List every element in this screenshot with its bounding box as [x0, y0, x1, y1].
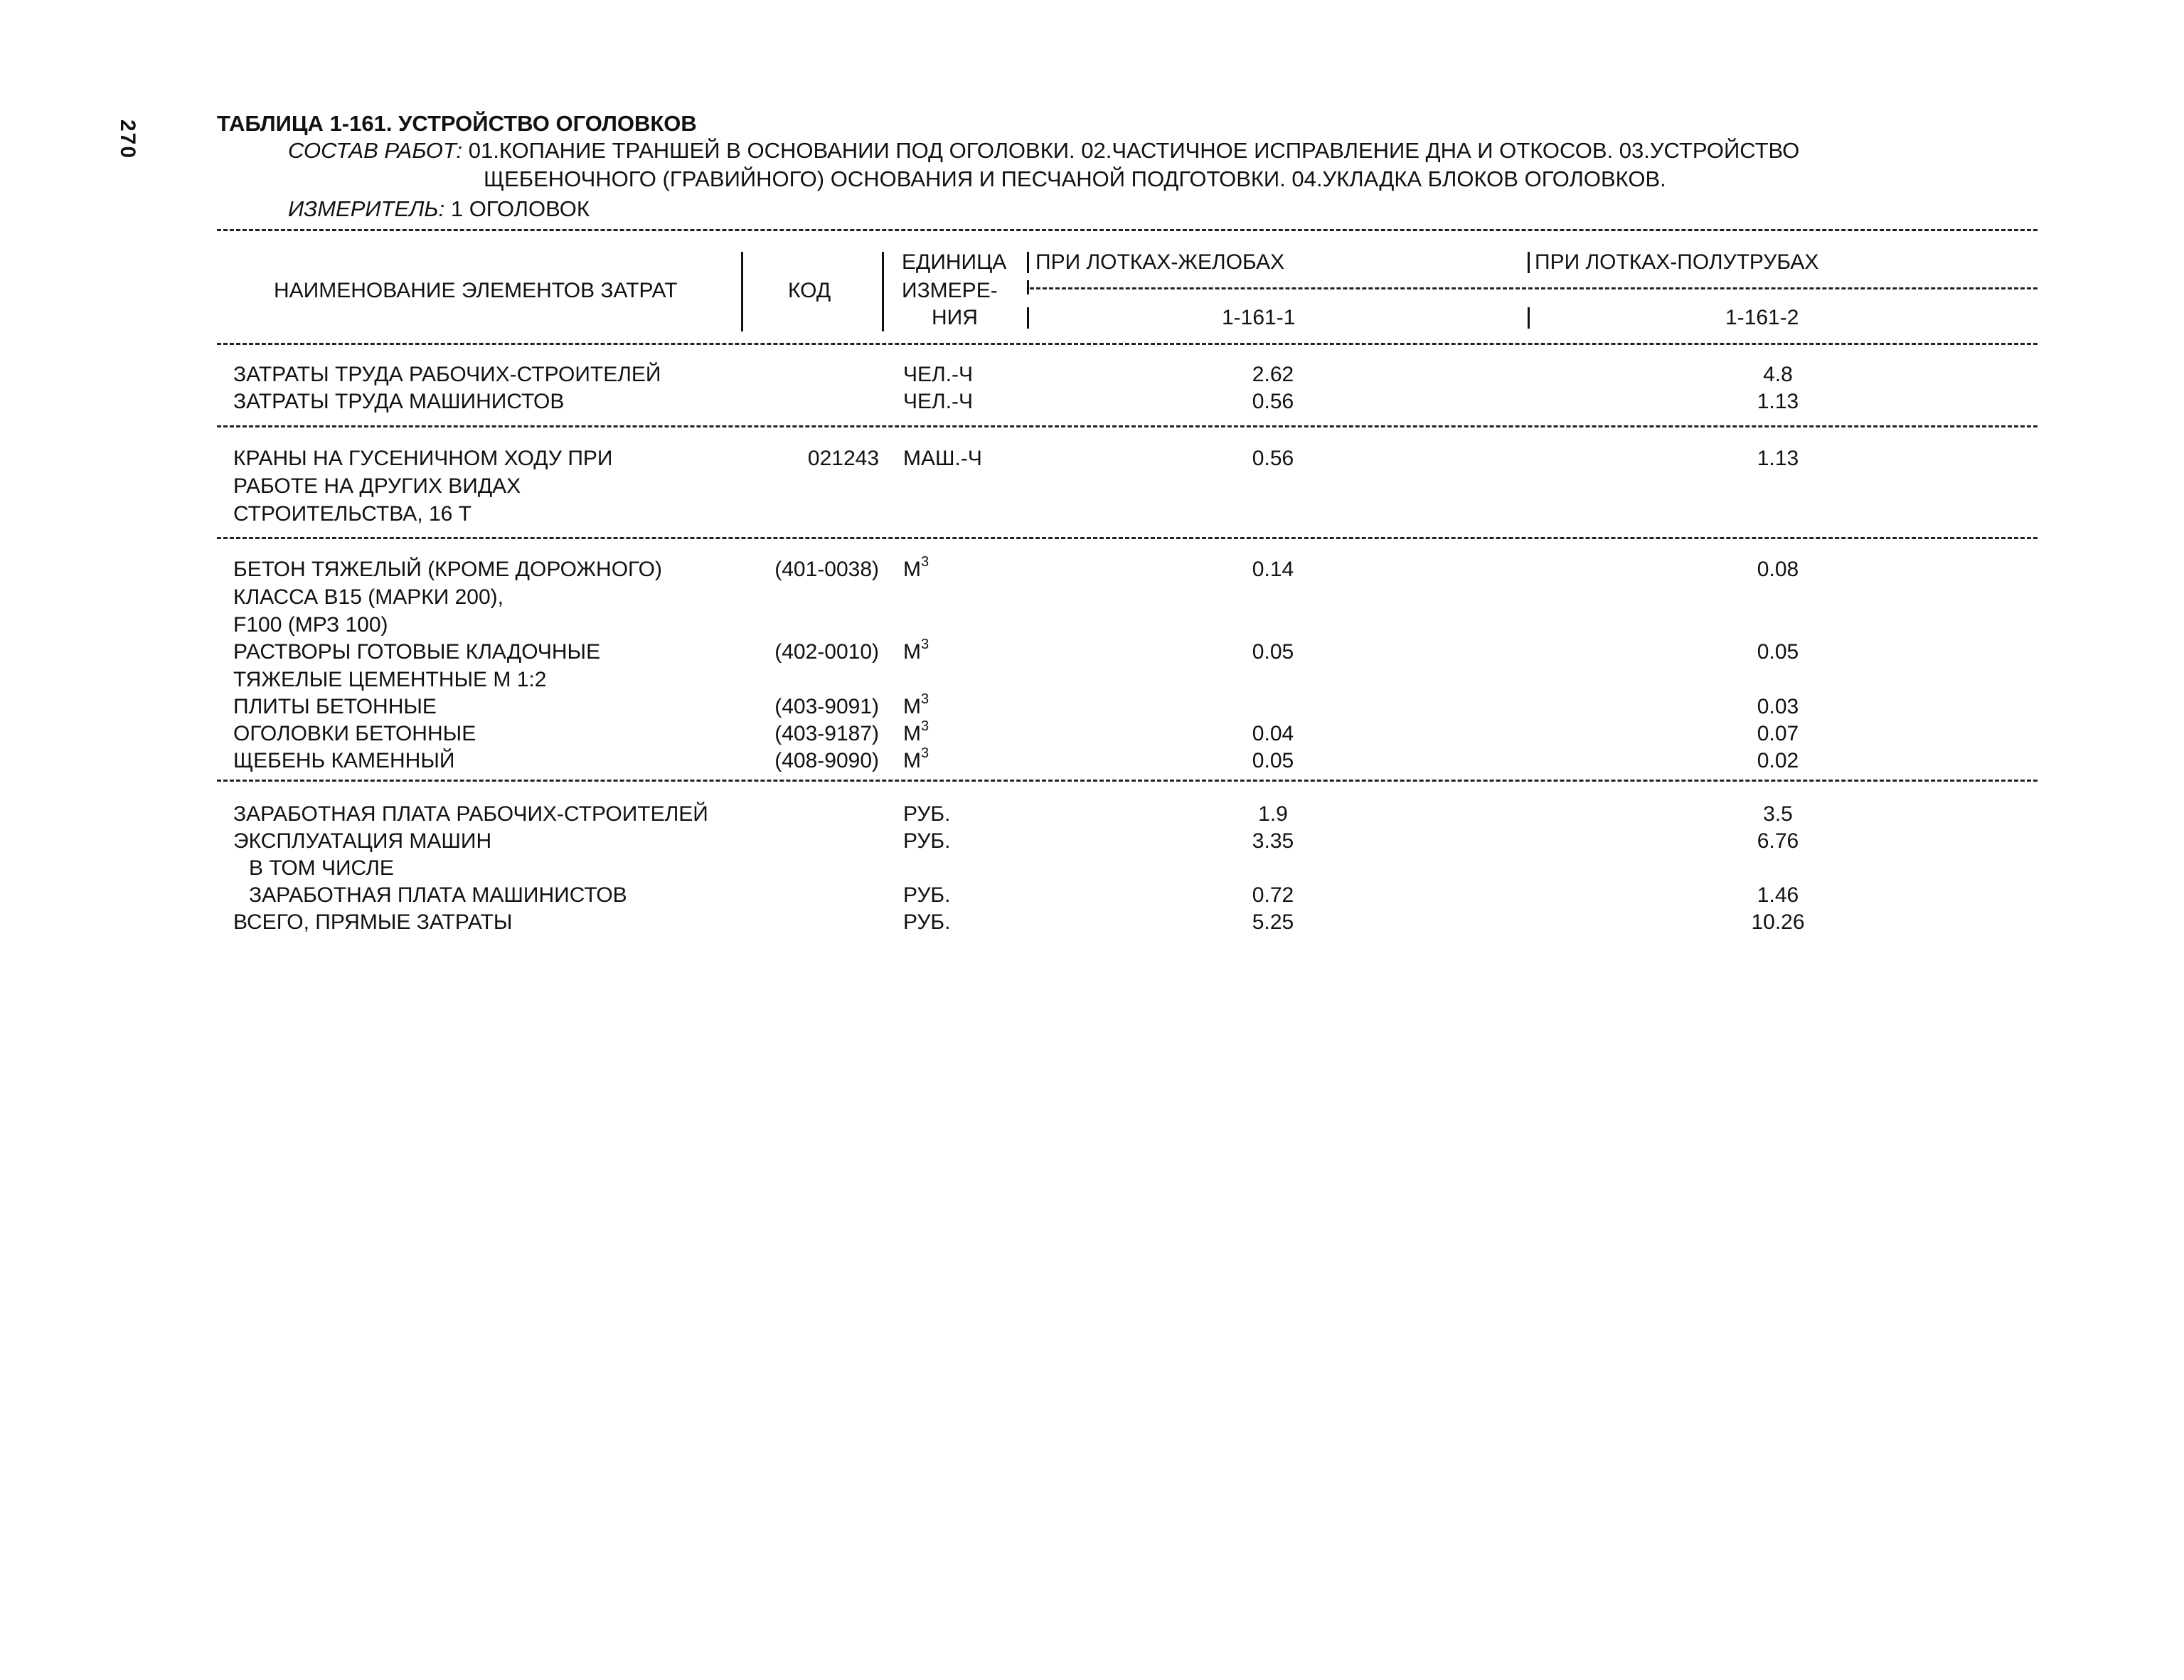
- section-rule: [217, 537, 2037, 539]
- row-unit: $М^3$: [903, 718, 929, 745]
- column-code-1-161-2: 1-161-2: [1725, 306, 1799, 329]
- column-header-unit-3: НИЯ: [932, 306, 978, 329]
- work-composition-line-1: [288, 138, 1799, 164]
- value-1-161-2: 0.08: [1757, 558, 1799, 581]
- row-name: ЗАТРАТЫ ТРУДА МАШИНИСТОВ: [233, 390, 565, 413]
- value-1-161-1: 0.04: [1252, 722, 1294, 745]
- value-1-161-2: 0.03: [1757, 695, 1799, 718]
- value-1-161-1: 0.56: [1252, 447, 1294, 470]
- row-name: ВСЕГО, ПРЯМЫЕ ЗАТРАТЫ: [233, 910, 513, 934]
- value-1-161-2: 0.02: [1757, 749, 1799, 772]
- row-code: (402-0010): [774, 640, 879, 664]
- meter-label: ИЗМЕРИТЕЛЬ:: [288, 196, 445, 221]
- row-name: F100 (МРЗ 100): [233, 613, 388, 637]
- column-group-zhelob: ПРИ ЛОТКАХ-ЖЕЛОБАХ: [1035, 250, 1285, 274]
- value-1-161-2: 6.76: [1757, 829, 1799, 853]
- header-divider: [1027, 307, 1029, 329]
- page-number: 270: [116, 119, 139, 160]
- column-header-unit-1: ЕДИНИЦА: [902, 250, 1007, 274]
- header-inner-rule: [1030, 287, 2037, 289]
- row-name: ТЯЖЕЛЫЕ ЦЕМЕНТНЫЕ М 1:2: [233, 668, 547, 691]
- row-unit: МАШ.-Ч: [903, 447, 982, 470]
- column-code-1-161-1: 1-161-1: [1222, 306, 1296, 329]
- value-1-161-2: 4.8: [1763, 363, 1793, 386]
- row-name: ПЛИТЫ БЕТОННЫЕ: [233, 695, 437, 718]
- value-1-161-2: 10.26: [1751, 910, 1805, 934]
- header-divider: [1528, 252, 1530, 273]
- value-1-161-1: 0.05: [1252, 749, 1294, 772]
- row-code: (403-9187): [774, 722, 879, 745]
- meter-value: 1 ОГОЛОВОК: [450, 196, 590, 221]
- table-title: ТАБЛИЦА 1-161. УСТРОЙСТВО ОГОЛОВКОВ: [217, 111, 697, 136]
- column-header-code: КОД: [788, 279, 831, 302]
- row-name: ЗАРАБОТНАЯ ПЛАТА РАБОЧИХ-СТРОИТЕЛЕЙ: [233, 802, 708, 826]
- header-divider: [741, 252, 743, 331]
- value-1-161-1: 0.56: [1252, 390, 1294, 413]
- row-name: КРАНЫ НА ГУСЕНИЧНОМ ХОДУ ПРИ: [233, 447, 613, 470]
- row-name: ЩЕБЕНЬ КАМЕННЫЙ: [233, 749, 455, 772]
- row-unit: ЧЕЛ.-Ч: [903, 363, 974, 386]
- meter-line: [288, 196, 590, 222]
- header-divider: [1528, 307, 1530, 329]
- row-unit: ЧЕЛ.-Ч: [903, 390, 974, 413]
- row-unit: РУБ.: [903, 829, 951, 853]
- row-unit: РУБ.: [903, 802, 951, 826]
- header-divider: [1027, 252, 1029, 273]
- value-1-161-2: 1.13: [1757, 390, 1799, 413]
- unit-exponent: 3: [921, 718, 929, 734]
- header-divider: [1027, 280, 1029, 294]
- row-name: ЗАРАБОТНАЯ ПЛАТА МАШИНИСТОВ: [249, 883, 627, 907]
- row-name: РАСТВОРЫ ГОТОВЫЕ КЛАДОЧНЫЕ: [233, 640, 601, 664]
- work-composition-label: СОСТАВ РАБОТ:: [288, 138, 463, 163]
- value-1-161-2: 1.46: [1757, 883, 1799, 907]
- value-1-161-1: 2.62: [1252, 363, 1294, 386]
- row-code: 021243: [807, 447, 879, 470]
- row-name: СТРОИТЕЛЬСТВА, 16 Т: [233, 502, 472, 526]
- row-unit: РУБ.: [903, 883, 951, 907]
- table-top-rule: [217, 229, 2037, 231]
- header-divider: [882, 252, 884, 331]
- value-1-161-1: 1.9: [1258, 802, 1288, 826]
- column-header-unit-2: ИЗМЕРЕ-: [902, 279, 998, 302]
- value-1-161-2: 1.13: [1757, 447, 1799, 470]
- row-code: (403-9091): [774, 695, 879, 718]
- value-1-161-1: 0.72: [1252, 883, 1294, 907]
- column-group-polutrub: ПРИ ЛОТКАХ-ПОЛУТРУБАХ: [1535, 250, 1819, 274]
- unit-exponent: 3: [921, 554, 929, 570]
- value-1-161-2: 0.07: [1757, 722, 1799, 745]
- header-bottom-rule: [217, 343, 2037, 345]
- work-composition-line-2: ЩЕБЕНОЧНОГО (ГРАВИЙНОГО) ОСНОВАНИЯ И ПЕСЧАНОЙ ПОДГОТОВКИ. 04.УКЛАДКА БЛОКОВ ОГОЛОВКОВ.: [484, 166, 1666, 191]
- row-unit: $М^3$: [903, 637, 929, 664]
- row-name: В ТОМ ЧИСЛЕ: [249, 856, 394, 880]
- section-rule: [217, 425, 2037, 427]
- value-1-161-2: 3.5: [1763, 802, 1793, 826]
- unit-exponent: 3: [921, 637, 929, 652]
- section-rule: [217, 780, 2037, 782]
- value-1-161-2: 0.05: [1757, 640, 1799, 664]
- row-unit: $М^3$: [903, 554, 929, 581]
- row-unit: $М^3$: [903, 691, 929, 718]
- work-composition-text-1: 01.КОПАНИЕ ТРАНШЕЙ В ОСНОВАНИИ ПОД ОГОЛОВКИ. 02.ЧАСТИЧНОЕ ИСПРАВЛЕНИЕ ДНА И ОТКОСОВ. 03.УСТРОЙСТВО: [468, 138, 1800, 163]
- unit-exponent: 3: [921, 691, 929, 707]
- row-name: ЭКСПЛУАТАЦИЯ МАШИН: [233, 829, 492, 853]
- row-unit: $М^3$: [903, 745, 929, 772]
- row-unit: РУБ.: [903, 910, 951, 934]
- row-name: РАБОТЕ НА ДРУГИХ ВИДАХ: [233, 474, 521, 498]
- column-header-name: НАИМЕНОВАНИЕ ЭЛЕМЕНТОВ ЗАТРАТ: [274, 279, 678, 302]
- row-name: БЕТОН ТЯЖЕЛЫЙ (КРОМЕ ДОРОЖНОГО): [233, 558, 662, 581]
- value-1-161-1: 0.14: [1252, 558, 1294, 581]
- value-1-161-1: 5.25: [1252, 910, 1294, 934]
- row-code: (401-0038): [774, 558, 879, 581]
- row-name: КЛАССА В15 (МАРКИ 200),: [233, 585, 504, 609]
- row-code: (408-9090): [774, 749, 879, 772]
- unit-exponent: 3: [921, 745, 929, 761]
- row-name: ОГОЛОВКИ БЕТОННЫЕ: [233, 722, 476, 745]
- value-1-161-1: 0.05: [1252, 640, 1294, 664]
- row-name: ЗАТРАТЫ ТРУДА РАБОЧИХ-СТРОИТЕЛЕЙ: [233, 363, 661, 386]
- value-1-161-1: 3.35: [1252, 829, 1294, 853]
